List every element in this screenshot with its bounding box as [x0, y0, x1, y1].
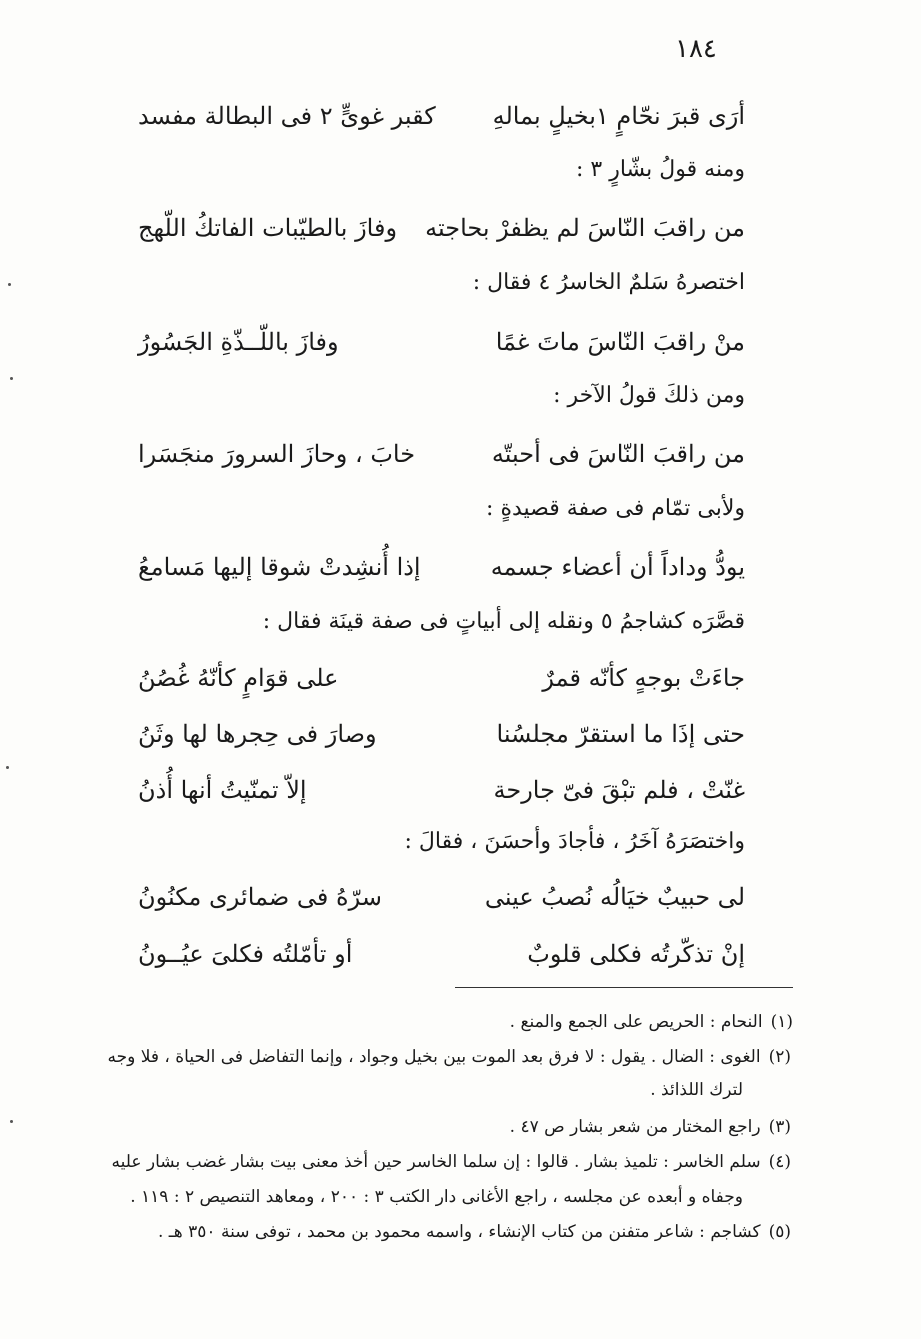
prose-line: ومن ذلكَ قولُ الآخر :	[553, 383, 745, 408]
footnote-number: (٢)	[768, 1047, 791, 1067]
footnote-text: النحام : الحريص على الجمع والمنع .	[509, 1012, 763, 1032]
verse-second-hemistich: وفازَ بالطيّبات الفاتكُ اللّهج	[138, 214, 398, 242]
verse-first-hemistich: يودُّ وداداً أن أعضاء جسمه	[490, 553, 745, 581]
verse-second-hemistich: كقبر غوىٍّ ٢ فى البطالة مفسد	[138, 102, 436, 130]
verse-line	[138, 440, 745, 480]
verse-first-hemistich: إنْ تذكّرتُه فكلى قلوبٌ	[527, 940, 745, 968]
footnote	[158, 1222, 791, 1242]
footnote-text: كشاجم : شاعر متفنن من كتاب الإنشاء ، واسمه محمود بن محمد ، توفى سنة ٣٥٠ هـ .	[158, 1222, 761, 1242]
footnote-separator	[455, 987, 793, 988]
prose-line: قصَّرَه كشاجمُ ٥ ونقله إلى أبياتٍ فى صفة قينَة فقال :	[262, 609, 745, 634]
verse-second-hemistich: إذا أُنشِدتْ شوقا إليها مَسامعُ	[138, 553, 421, 581]
prose-line: اختصرهُ سَلمٌ الخاسرُ ٤ فقال :	[472, 270, 745, 295]
scan-speck	[10, 377, 13, 380]
verse-second-hemistich: إلاّ تمنّيتُ أنها أُذنُ	[138, 776, 307, 804]
footnote	[510, 1117, 791, 1137]
verse-first-hemistich: غنّتْ ، فلم تبْقَ فىّ جارحة	[493, 776, 745, 804]
footnote-text: راجع المختار من شعر بشار ص ٤٧ .	[509, 1117, 761, 1137]
prose-line: واختصَرَهُ آخَرُ ، فأجادَ وأحسَنَ ، فقالَ :	[404, 829, 745, 854]
footnote-number: (٣)	[768, 1117, 791, 1137]
verse-first-hemistich: من راقبَ النّاسَ لم يظفرْ بحاجته	[425, 214, 745, 242]
verse-line	[138, 664, 745, 704]
footnote-text: سلم الخاسر : تلميذ بشار . قالوا : إن سلما الخاسر حين أخذ معنى بيت بشار غضب بشار عليه	[111, 1152, 761, 1172]
verse-line	[138, 553, 745, 593]
footnote-text: الغوى : الضال . يقول : لا فرق بعد الموت بين بخيل وجواد ، وإنما التفاضل فى الحياة ، فلا وجه	[107, 1047, 761, 1067]
verse-first-hemistich: من راقبَ النّاسَ فى أحبتّه	[491, 440, 745, 468]
verse-second-hemistich: سرّهُ فى ضمائرى مكنُونُ	[138, 883, 382, 911]
scan-speck	[6, 766, 9, 769]
footnote-number: (٤)	[768, 1152, 791, 1172]
verse-second-hemistich: أو تأمّلتُه فكلىَ عيُــونُ	[138, 940, 353, 968]
verse-line	[138, 776, 745, 816]
verse-second-hemistich: على قوَامٍ كأنّهُ غُصُنُ	[138, 664, 339, 692]
footnote-number: (١)	[770, 1012, 793, 1032]
footnote-continuation: لترك اللذائذ .	[650, 1080, 743, 1100]
verse-line	[138, 214, 745, 254]
verse-line	[138, 940, 745, 980]
footnote	[107, 1047, 791, 1067]
prose-line: ولأبى تمّام فى صفة قصيدةٍ :	[486, 496, 745, 521]
verse-first-hemistich: جاءَتْ بوجهٍ كأنّه قمرٌ	[542, 664, 745, 692]
footnote-number: (٥)	[768, 1222, 791, 1242]
footnote-continuation: وجفاه و أبعده عن مجلسه ، راجع الأغانى دار الكتب ٣ : ٢٠٠ ، ومعاهد التنصيص ٢ : ١١٩ .	[130, 1187, 743, 1207]
verse-first-hemistich: أرَى قبرَ نحّامٍ ١بخيلٍ بمالهِ	[492, 102, 745, 130]
verse-line	[138, 328, 745, 368]
verse-first-hemistich: لى حبيبٌ خيَالُه نُصبُ عينى	[484, 883, 745, 911]
verse-line	[138, 720, 745, 760]
verse-second-hemistich: وصارَ فى حِجرها لها وثَنُ	[138, 720, 377, 748]
footnote	[510, 1012, 793, 1032]
verse-first-hemistich: منْ راقبَ النّاسَ ماتَ غمًا	[495, 328, 745, 356]
prose-line: ومنه قولُ بشّارٍ ٣ :	[576, 157, 745, 182]
page-number: ١٨٤	[675, 34, 717, 64]
scan-speck	[8, 283, 11, 286]
verse-second-hemistich: خابَ ، وحازَ السرورَ منجَسَرا	[138, 440, 416, 468]
verse-second-hemistich: وفازَ باللّــذّةِ الجَسُورُ	[138, 328, 339, 356]
verse-first-hemistich: حتى إذَا ما استقرّ مجلسُنا	[496, 720, 745, 748]
verse-line	[138, 102, 745, 142]
verse-line	[138, 883, 745, 923]
footnote	[111, 1152, 791, 1172]
scan-speck	[10, 1120, 13, 1123]
